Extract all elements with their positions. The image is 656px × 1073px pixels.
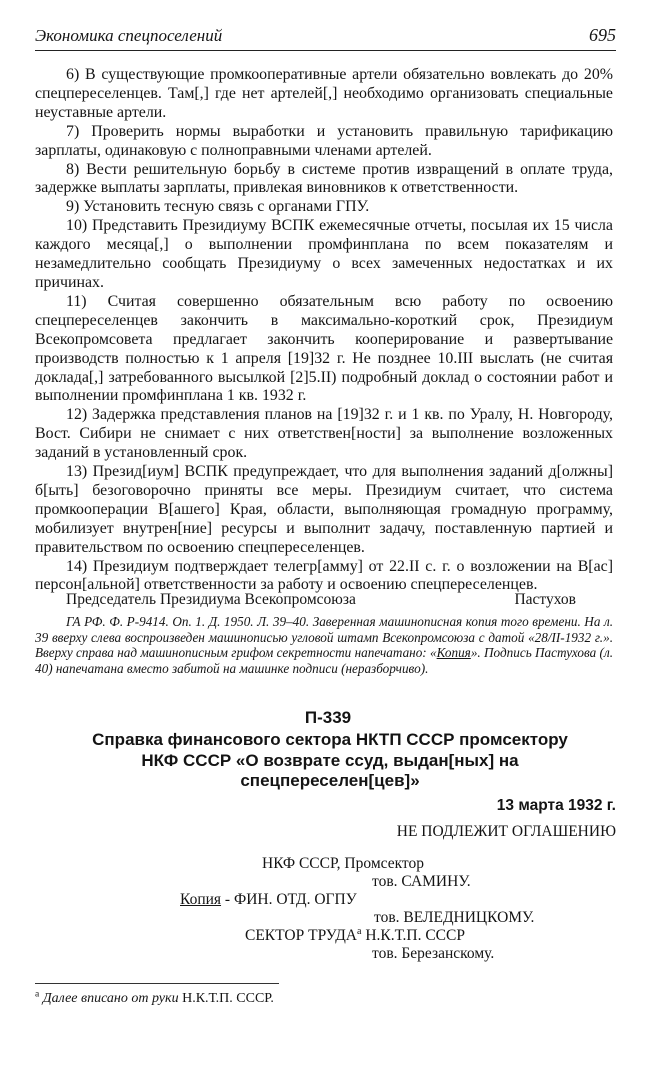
footnote-reference: a <box>356 925 362 937</box>
paragraph-item-7: 7) Проверить нормы выработки и установить правильную тарификацию зарплаты, одинаковую с полноправными членами артелей. <box>35 122 613 159</box>
running-header <box>35 20 616 51</box>
resolution-body <box>35 66 613 595</box>
footnote-mark: a <box>35 989 40 1000</box>
source-note-copy-mark: Копия <box>436 645 471 661</box>
source-note-text: ГА РФ. Ф. Р-9414. Оп. 1. Д. 1950. Л. 39–40. Заверенная машинописная копия того времени. На л. 39 вверху слева воспроизведен машинописью угловой штамп Всекопромсоюза с датой «28/II-1932 г.». Вверху справа над машинописным грифом секретности напечатано: « <box>35 614 613 661</box>
addressee-name: тов. Березанскому. <box>372 945 495 962</box>
paragraph-item-8: 8) Вести решительную борьбу в системе против извращений в оплате труда, задержке выплаты зарплаты, привлекая виновников к ответственности. <box>35 160 613 197</box>
document-title: Справка финансового сектора НКТП СССР промсектору НКФ СССР «О возврате ссуд, выдан[ных] на спецпереселен[цев]» <box>92 730 568 790</box>
paragraph-item-9: 9) Установить тесную связь с органами ГПУ. <box>66 198 370 216</box>
paragraph-item-11: 11) Считая совершенно обязательным всю работу по освоению спецпереселенцев закончить в максимально-короткий срок, Президиум Всекопромсовета предлагает закончить кооперирование и развертывание производств полностью к 1 апреля [19]32 г. Не позднее 10.III выслать (не считая доклада[,] затребованного высылкой [2]5.II) подробный доклад о состоянии работ и выполнении промфинплана 1 кв. 1932 г. <box>35 292 613 405</box>
page-number: 695 <box>589 25 616 45</box>
footnote-divider <box>35 983 279 984</box>
footnote-text: Н.К.Т.П. СССР. <box>178 991 274 1006</box>
signatory-role: Председатель Президиума Всекопромсоюза <box>66 591 356 608</box>
addressee-line <box>245 927 465 945</box>
paragraph-item-14: 14) Президиум подтверждает телегр[амму] от 22.II с. г. о возложении на В[ас] персон[альной] ответственности за работу и освоению спецпереселенцев. <box>35 557 613 594</box>
source-note-text-end: ». Подпись Пастухова (л. 40) напечатана вместо забитой на машинке подписи (неразборчиво). <box>35 645 613 676</box>
addressee-name: тов. ВЕЛЕДНИЦКОМУ. <box>374 909 535 926</box>
archival-source-note <box>35 614 613 676</box>
copy-addressee-text: - ФИН. ОТД. ОГПУ <box>221 891 357 908</box>
addressee-text: Н.К.Т.П. СССР <box>361 927 465 944</box>
paragraph-item-12: 12) Задержка представления планов на [19]32 г. и 1 кв. по Уралу, Н. Новгороду, Вост. Сибири не снимает с них ответствен[ности] за выполнение возложенных заданий в установленный срок. <box>35 406 613 462</box>
copy-label: Копия <box>180 891 222 908</box>
copy-addressee-line <box>180 891 357 909</box>
signatory-name: Пастухов <box>514 591 576 608</box>
running-title: Экономика спецпоселений <box>35 26 223 45</box>
footnote-italic-text: Далее вписано от руки <box>39 991 179 1006</box>
addressee-line: НКФ СССР, Промсектор <box>262 855 424 872</box>
paragraph-item-13: 13) Презид[иум] ВСПК предупреждает, что для выполнения заданий д[олжны] б[ыть] безоговорочно приняты все меры. Президиум считает, что система промкооперации В[ашего] Края, области, выполняющая громадную программу, мобилизует внутрен[ние] ресурсы и выполнит задачу, поставленную партией и правительством по освоению спецпереселенцев. <box>35 463 613 556</box>
footnote <box>35 991 274 1007</box>
document-number: П-339 <box>304 708 352 727</box>
addressee-name: тов. САМИНУ. <box>372 873 471 890</box>
paragraph-item-6: 6) В существующие промкооперативные артели обязательно вовлекать до 20% спецпереселенцев. Там[,] где нет артелей[,] необходимо организовать специальные неуставные артели. <box>35 66 613 121</box>
paragraph-item-10: 10) Представить Президиуму ВСПК ежемесячные отчеты, посылая их 15 числа каждого месяца[,] о выполнении промфинплана по всем показателям и незамедлительно сообщать Президиуму о всех замеченных недостатках и их причинах. <box>35 217 613 291</box>
document-date: 13 марта 1932 г. <box>496 797 616 814</box>
addressee-text: СЕКТОР ТРУДА <box>245 927 357 944</box>
secrecy-stamp: НЕ ПОДЛЕЖИТ ОГЛАШЕНИЮ <box>396 823 616 840</box>
